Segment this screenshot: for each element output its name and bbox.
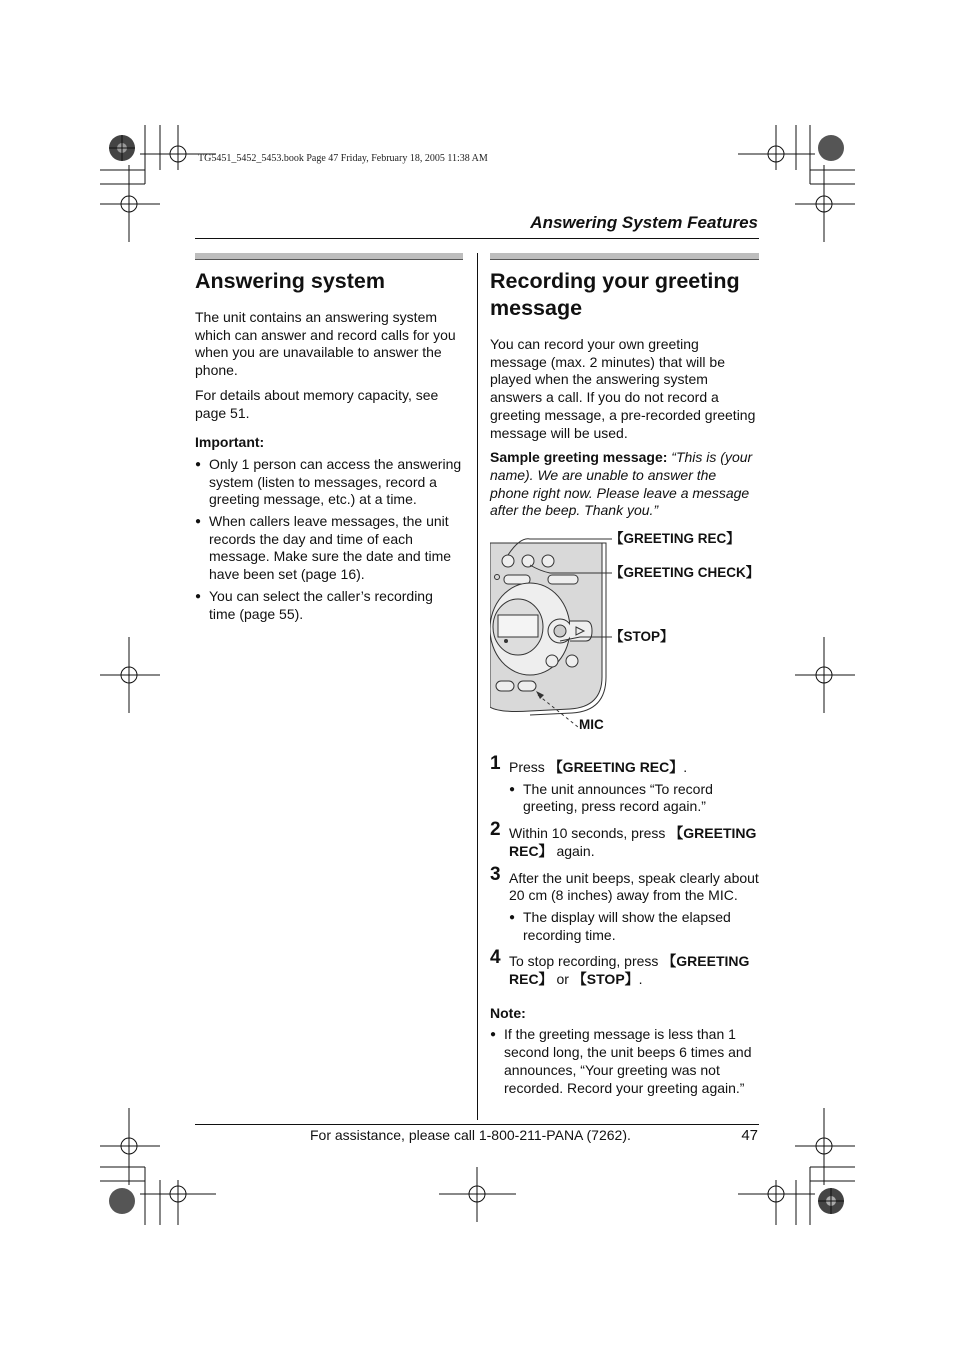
step-number: 3 (490, 863, 501, 885)
intro-paragraph: You can record your own greeting message (max. 2 minutes) that will be played when the answering system answers a call. If you do not record a greeting message, a pre-recorded greeting message will be used. (490, 336, 756, 441)
list-item: ● You can select the caller’s recording time (page 55). (195, 588, 463, 623)
greeting-rec-key: 【GREETING REC】 (548, 759, 684, 776)
header-rule (195, 238, 759, 239)
stop-key: 【STOP】 (572, 971, 639, 988)
title-bar (195, 253, 463, 260)
details-paragraph: For details about memory capacity, see page 51. (195, 386, 439, 421)
intro-paragraph: The unit contains an answering system which can answer and record calls for you when you are unavailable to answer the phone. (195, 309, 456, 379)
list-item: ● The unit announces “To record greeting, press record again.” (509, 781, 759, 816)
list-item: ● If the greeting message is less than 1 second long, the unit beeps 6 times and announces, “Your greeting was not recorded. Record your greeting again.” (490, 1026, 759, 1097)
column-divider (477, 253, 478, 1120)
right-column (490, 253, 759, 1101)
left-column (195, 253, 463, 627)
sample-label: Sample greeting message: (490, 449, 668, 466)
step-number: 4 (490, 947, 501, 969)
print-info: TG5451_5452_5453.book Page 47 Friday, February 18, 2005 11:38 AM (198, 153, 488, 164)
step-1: 1 Press 【GREETING REC】. ● The unit announces “To record greeting, press record again.” (490, 759, 759, 816)
mic-label: MIC (579, 717, 604, 733)
title-bar (490, 253, 759, 260)
step-4: 4 To stop recording, press 【GREETING REC】 or 【STOP】. (490, 947, 750, 988)
step-3: 3 After the unit beeps, speak clearly about 20 cm (8 inches) away from the MIC. ● The display will show the elapsed recording time. (490, 870, 759, 945)
note-list (490, 1026, 759, 1097)
step-2: 2 Within 10 seconds, press 【GREETING REC】 again. (490, 819, 757, 859)
answering-system-title: Answering system (195, 269, 385, 293)
list-item: ● The display will show the elapsed recording time. (509, 909, 759, 944)
page-number: 47 (741, 1127, 758, 1144)
footer-rule (195, 1124, 759, 1125)
greeting-rec-key: 【GREETING REC】 (509, 953, 750, 988)
assistance-text: For assistance, please call 1-800-211-PANA (7262). (310, 1127, 631, 1143)
recording-greeting-title: Recording your greeting message (490, 269, 740, 320)
greeting-check-label: 【GREETING CHECK】 (610, 565, 760, 581)
sample-text: “This is (your name). We are unable to answer the phone right now. Please leave a message after the beep. Thank you.” (490, 449, 753, 519)
list-item: ● When callers leave messages, the unit records the day and time of each message. Make sure the date and time have been set (page 16). (195, 513, 463, 584)
stop-label: 【STOP】 (610, 629, 674, 645)
base-unit-illustration (490, 527, 759, 747)
greeting-rec-key: 【GREETING REC】 (509, 825, 757, 859)
greeting-rec-label: 【GREETING REC】 (610, 531, 740, 547)
important-label: Important: (195, 434, 265, 451)
sample-greeting (490, 449, 759, 520)
important-list (195, 456, 463, 623)
section-header: Answering System Features (530, 213, 758, 232)
step-number: 1 (490, 753, 501, 775)
note-label: Note: (490, 1004, 526, 1021)
list-item: ● Only 1 person can access the answering system (listen to messages, record a greeting message, etc.) at a time. (195, 456, 463, 509)
step-number: 2 (490, 819, 501, 841)
